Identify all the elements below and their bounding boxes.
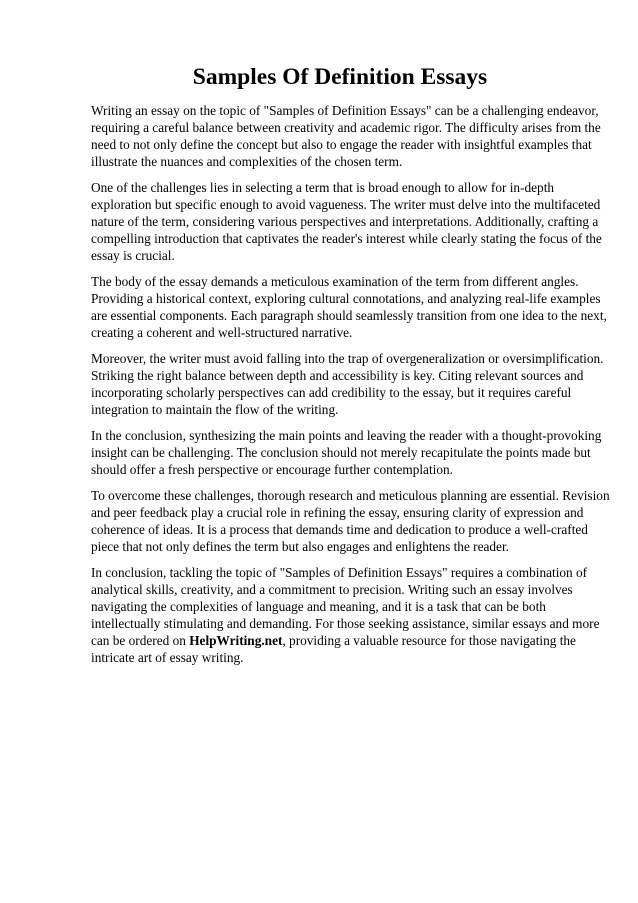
text-line: incorporating scholarly perspectives can add credibility to the essay, but it requires careful <box>91 385 572 400</box>
text-line: intricate art of essay writing. <box>91 650 244 665</box>
paragraph-3 <box>91 273 607 341</box>
text-line: piece that not only defines the term but also engages and enlightens the reader. <box>91 539 509 554</box>
text-line: In conclusion, tackling the topic of "Samples of Definition Essays" requires a combination of <box>91 565 588 580</box>
paragraph-4 <box>91 350 604 418</box>
text-line: Writing an essay on the topic of "Samples of Definition Essays" can be a challenging endeavor, <box>91 103 599 118</box>
text-line: coherence of ideas. It is a process that demands time and dedication to produce a well-crafted <box>91 522 588 537</box>
helpwriting-link[interactable]: HelpWriting.net <box>189 633 283 648</box>
text-line: Moreover, the writer must avoid falling into the trap of overgeneralization or oversimplification. <box>91 351 604 366</box>
text-line: compelling introduction that captivates the reader's interest while clearly stating the focus of the <box>91 231 602 246</box>
text-line: One of the challenges lies in selecting a term that is broad enough to allow for in-depth <box>91 180 555 195</box>
text-line: navigating the complexities of language and meaning, and it is a task that can be both <box>91 599 546 614</box>
text-line: need to not only define the concept but also to engage the reader with insightful examples that <box>91 137 592 152</box>
text-line: requiring a careful balance between creativity and academic rigor. The difficulty arises from the <box>91 120 601 135</box>
text-line: integration to maintain the flow of the writing. <box>91 402 339 417</box>
text-segment: can be ordered on <box>91 633 190 648</box>
text-line: Striking the right balance between depth and accessibility is key. Citing relevant sources and <box>91 368 584 383</box>
text-line: and peer feedback play a crucial role in refining the essay, ensuring clarity of expression and <box>91 505 584 520</box>
text-line: exploration but specific enough to avoid vagueness. The writer must delve into the multifaceted <box>91 197 601 212</box>
text-line: nature of the term, considering various perspectives and interpretations. Additionally, crafting a <box>91 214 599 229</box>
text-line: insight can be challenging. The conclusion should not merely recapitulate the points made but <box>91 445 591 460</box>
text-line: intellectually stimulating and demanding. For those seeking assistance, similar essays and more <box>91 616 600 631</box>
text-line: The body of the essay demands a meticulous examination of the term from different angles. <box>91 274 579 289</box>
text-line: To overcome these challenges, thorough research and meticulous planning are essential. Revision <box>91 488 610 503</box>
paragraph-7 <box>91 564 601 666</box>
text-line: should offer a fresh perspective or encourage further contemplation. <box>91 462 453 477</box>
text-line: essay is crucial. <box>91 248 175 263</box>
text-line: analytical skills, creativity, and a commitment to precision. Writing such an essay involves <box>91 582 573 597</box>
document-body <box>91 102 610 675</box>
paragraph-5 <box>91 427 601 478</box>
text-line: illustrate the nuances and complexities of the chosen term. <box>91 154 403 169</box>
paragraph-1 <box>91 102 601 170</box>
text-line: creating a coherent and well-structured narrative. <box>91 325 353 340</box>
text-line: are essential components. Each paragraph should seamlessly transition from one idea to the next, <box>91 308 607 323</box>
paragraph-6 <box>91 487 610 555</box>
document-title: Samples Of Definition Essays <box>192 64 488 90</box>
text-line: In the conclusion, synthesizing the main points and leaving the reader with a thought-provoking <box>91 428 602 443</box>
link-line <box>91 632 601 649</box>
paragraph-2 <box>91 179 601 264</box>
text-segment: , providing a valuable resource for those navigating the <box>282 633 576 648</box>
text-line: Providing a historical context, exploring cultural connotations, and analyzing real-life examples <box>91 291 601 306</box>
